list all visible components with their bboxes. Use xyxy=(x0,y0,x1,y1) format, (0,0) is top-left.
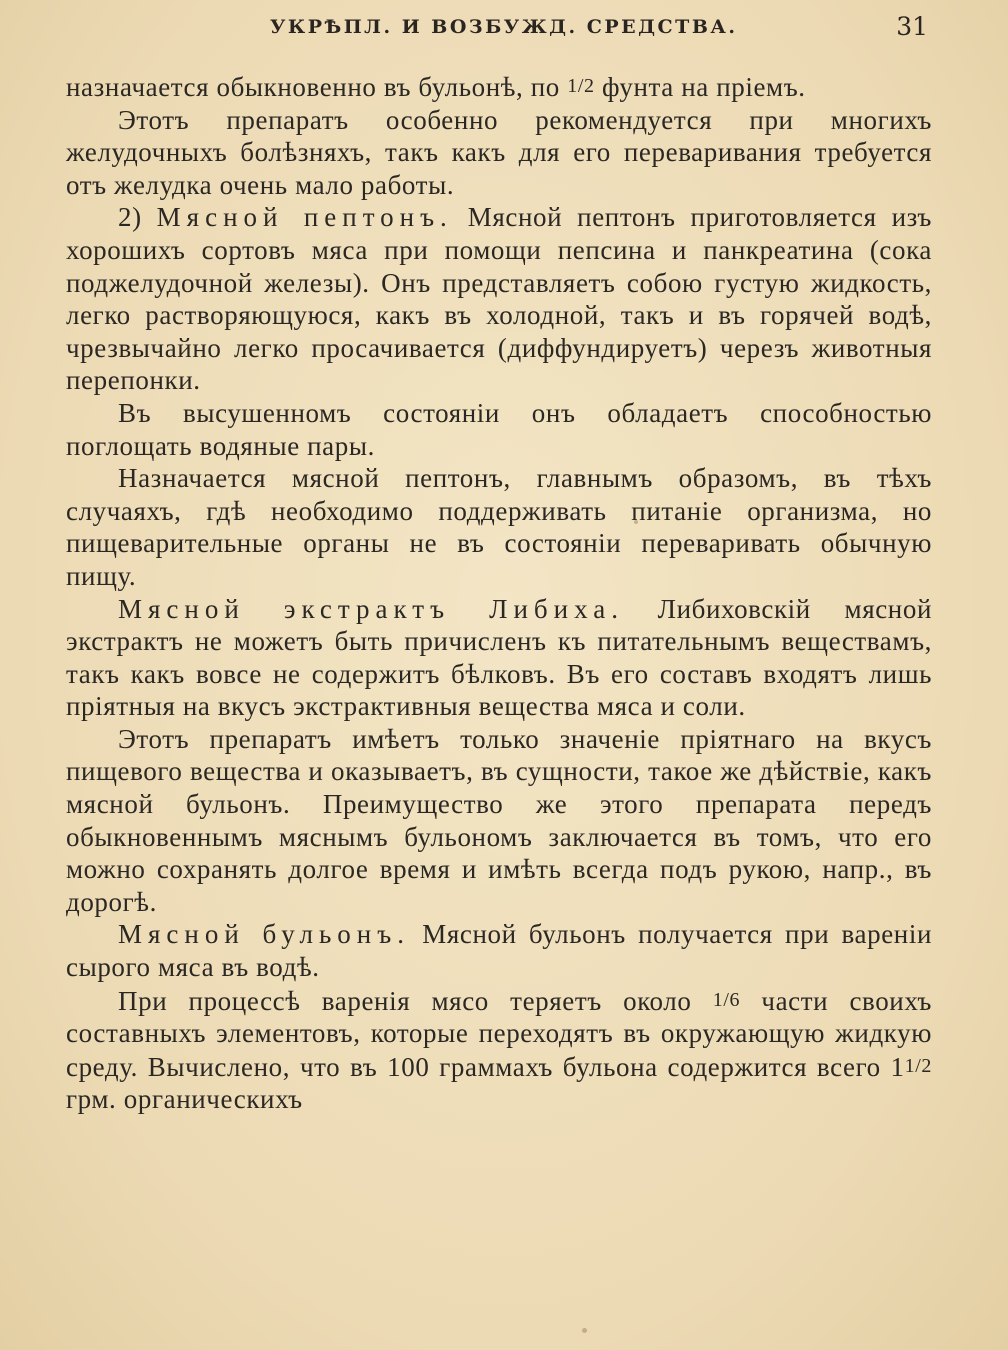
page-number: 31 xyxy=(896,12,928,41)
fraction: 1/2 xyxy=(904,1054,932,1077)
page-header xyxy=(66,10,932,44)
body-text xyxy=(66,70,932,1116)
paragraph-text: Въ высушенномъ состояніи онъ обладаетъ способностью поглощать водяные пары. xyxy=(66,397,932,461)
paragraph-text: Этотъ препаратъ имѣетъ только значеніе пріятнаго на вкусъ пищевого вещества и оказываетъ, въ сущности, такое же дѣйствіе, какъ мясной бульонъ. Преимущество же этого препарата передъ обыкновеннымъ мяснымъ бульономъ заключается въ томъ, что его можно сохранять долгое время и имѣть всегда подъ рукою, напр., въ дорогѣ. xyxy=(66,723,932,917)
paragraph-text: назначается обыкновенно въ бульонѣ, по xyxy=(66,72,568,102)
running-head: УКРѢПЛ. И ВОЗБУЖД. СРЕДСТВА. xyxy=(270,16,738,38)
paragraph-text: При процессѣ варенія мясо теряетъ около xyxy=(118,985,713,1016)
section-heading: Мясной экстрактъ Либиха. xyxy=(118,593,624,624)
paragraph-text: фунта на пріемъ. xyxy=(594,72,806,102)
section-heading: Мясной бульонъ. xyxy=(118,919,410,950)
paragraph-text: части своихъ составныхъ элементовъ, которые переходятъ въ окружающую жидкую среду. Вычислено, что въ 100 граммахъ бульона содержится всего 1 xyxy=(66,985,932,1082)
paragraph-text: Назначается мясной пептонъ, главнымъ образомъ, въ тѣхъ случаяхъ, гдѣ необходимо поддерживать питаніе организма, но пищеварительные органы не въ состояніи переваривать обычную пищу. xyxy=(66,463,932,591)
fraction: 1/6 xyxy=(712,988,741,1011)
paragraph xyxy=(66,462,932,592)
section-heading: Мясной пептонъ. xyxy=(156,202,453,233)
paragraph xyxy=(66,397,932,462)
paragraph xyxy=(66,984,932,1116)
paragraph xyxy=(66,104,932,202)
paragraph-text: Либиховскій мясной экстрактъ не можетъ быть причисленъ къ питательнымъ веществамъ, такъ какъ вовсе не содержитъ бѣлковъ. Въ его составъ входятъ лишь пріятныя на вкусъ экстрактивныя вещества мяса и соли. xyxy=(66,593,932,722)
paragraph xyxy=(66,70,932,104)
paragraph-text: грм. органическихъ xyxy=(66,1084,303,1115)
paragraph xyxy=(66,918,932,983)
paragraph-text: Этотъ препаратъ особенно рекомендуется при многихъ желудочныхъ болѣзняхъ, такъ какъ для его переваривания требуется отъ желудка очень мало работы. xyxy=(66,104,932,200)
ink-speck xyxy=(634,520,638,524)
fraction: 1/2 xyxy=(567,75,595,97)
ink-speck xyxy=(582,1328,587,1333)
paragraph xyxy=(66,723,932,919)
section-number: 2) xyxy=(118,202,157,233)
paragraph xyxy=(66,201,932,397)
paragraph xyxy=(66,593,932,723)
paragraph-text: Мясной пептонъ приготовляется изъ хорошихъ сортовъ мяса при помощи пепсина и панкреатина (сока поджелудочной железы). Онъ представляетъ собою густую жидкость, легко растворяющуюся, какъ въ холодной, такъ и въ горячей водѣ, чрезвычайно легко просачивается (диффундируетъ) черезъ животныя перепонки. xyxy=(66,202,932,396)
paragraph-text: Мясной бульонъ получается при вареніи сырого мяса въ водѣ. xyxy=(66,919,932,983)
